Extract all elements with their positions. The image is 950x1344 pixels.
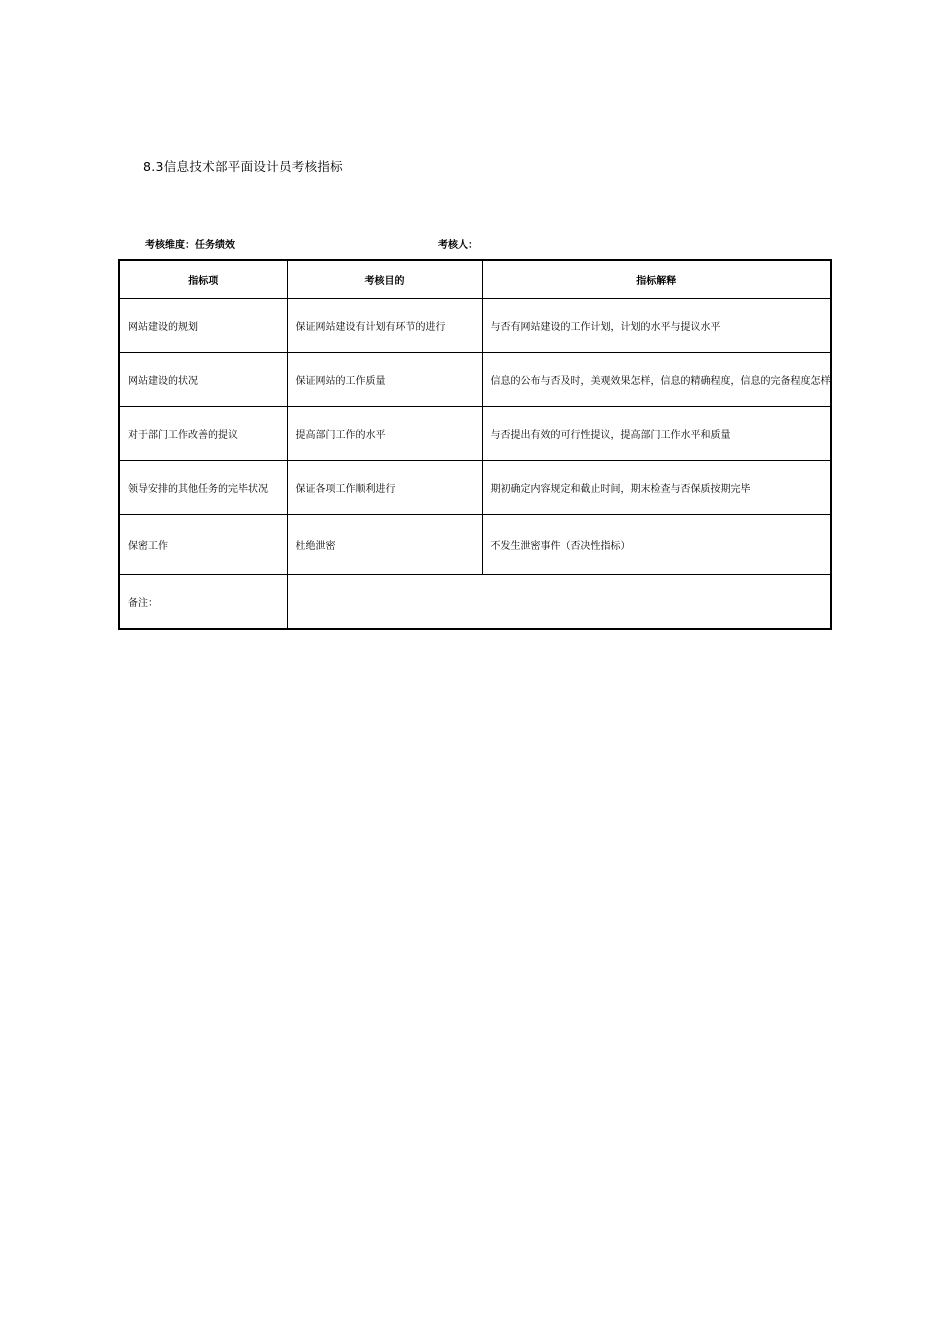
header-indicator-explanation: 指标解释: [482, 260, 831, 299]
assessment-purpose-cell: 杜绝泄密: [287, 515, 482, 575]
header-indicator-item: 指标项: [119, 260, 287, 299]
table-row: [119, 353, 831, 407]
reviewer-label: 考核人：: [438, 240, 478, 251]
indicator-explanation-cell: 不发生泄密事件（否决性指标）: [482, 515, 831, 575]
indicator-explanation-cell: 与否提出有效的可行性提议，提高部门工作水平和质量: [482, 407, 831, 461]
indicator-explanation-cell: 信息的公布与否及时，美观效果怎样，信息的精确程度，信息的完备程度怎样: [482, 353, 831, 407]
table-row: [119, 515, 831, 575]
table-header-row: [119, 260, 831, 299]
indicator-explanation-cell: 与否有网站建设的工作计划，计划的水平与提议水平: [482, 299, 831, 353]
document-title: 8.3信息技术部平面设计员考核指标: [143, 159, 343, 174]
assessment-purpose-cell: 保证网站建设有计划有环节的进行: [287, 299, 482, 353]
header-assessment-purpose: 考核目的: [287, 260, 482, 299]
indicator-item-cell: 网站建设的规划: [119, 299, 287, 353]
assessment-dimension-label: 考核维度：任务绩效: [145, 240, 235, 251]
table-row: [119, 299, 831, 353]
table-row: [119, 461, 831, 515]
remarks-value-cell: [287, 575, 831, 630]
assessment-purpose-cell: 提高部门工作的水平: [287, 407, 482, 461]
table-row: [119, 407, 831, 461]
indicator-item-cell: 网站建设的状况: [119, 353, 287, 407]
indicator-item-cell: 领导安排的其他任务的完毕状况: [119, 461, 287, 515]
kpi-table: [118, 259, 832, 630]
assessment-purpose-cell: 保证各项工作顺利进行: [287, 461, 482, 515]
indicator-explanation-cell: 期初确定内容规定和截止时间，期末检查与否保质按期完毕: [482, 461, 831, 515]
remarks-label-cell: 备注：: [119, 575, 287, 630]
indicator-item-cell: 保密工作: [119, 515, 287, 575]
remarks-row: [119, 575, 831, 630]
assessment-purpose-cell: 保证网站的工作质量: [287, 353, 482, 407]
indicator-item-cell: 对于部门工作改善的提议: [119, 407, 287, 461]
